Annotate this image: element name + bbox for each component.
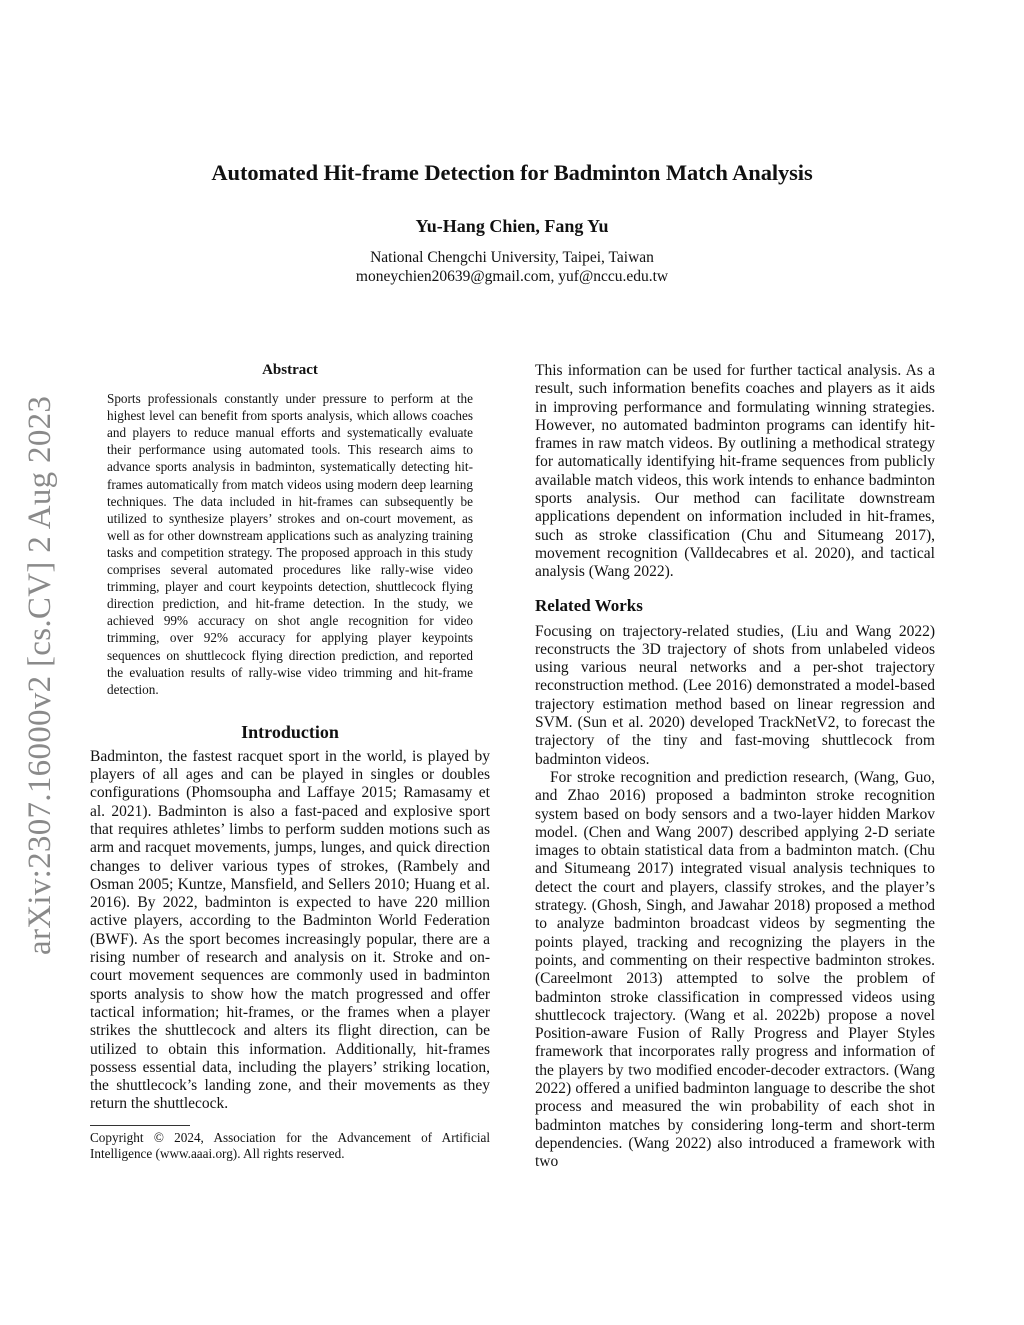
affiliation: National Chengchi University, Taipei, Taiwan [370,249,654,266]
introduction-paragraph: Badminton, the fastest racquet sport in the world, is played by players of all ages and can be played in singles or doubles configurations (Phomsoupha and Laffaye 2015; Ramasamy et al. 2021). Badminton is also a fast-paced and explosive sport that requires athletes’ limbs to perform sudden motions such as arm and racquet movements, jumps, lunges, and quick direction changes to deliver various types of strokes, (Rambely and Osman 2005; Kuntze, Mansfield, and Sellers 2010; Huang et al. 2016). By 2022, badminton is expected to have 220 million active players, according to the Badminton World Federation (BWF). As the sport becomes increasingly popular, there are a rising number of research and analysis on it. Stroke and on-court movement sequences are commonly used in badminton sports analysis to show how the match progressed and offer tactical information; hit-frames, or the frames when a player strikes the shuttlecock and alters its flight direction, can be utilized to obtain this information. Additionally, hit-frames possess essential data, including the players’ striking location, the shuttlecock’s landing zone, and their movements as they return the shuttlecock. [90,747,490,1113]
abstract-text: Sports professionals constantly under pressure to perform at the highest level can benefit from sports analysis, which allows coaches and players to reduce manual efforts and systematically evaluate their performance using automated tools. This research aims to advance sports analysis in badminton, systematically detecting hit-frames automatically from match videos using modern deep learning techniques. The data included in hit-frames can subsequently be utilized to synthesize players’ strokes and on-court movement, as well as for other downstream applications such as analyzing training tasks and competition strategy. The proposed approach in this study comprises several automated procedures like rally-wise video trimming, player and court keypoints detection, shuttlecock flying direction prediction, and hit-frame detection. In the study, we achieved 99% accuracy on shot angle recognition for video trimming, over 92% accuracy for applying player keypoints sequences on shuttlecock flying direction prediction, and reported the evaluation results of rally-wise video trimming and hit-frame detection. [107,391,473,697]
abstract-section [107,362,473,698]
introduction-heading: Introduction [241,721,339,742]
left-column [90,362,490,1163]
related-works-paragraph-2: For stroke recognition and prediction research, (Wang, Guo, and Zhao 2016) proposed a badminton stroke recognition system based on body sensors and a two-layer hidden Markov model. (Chen and Wang 2007) described applying 2-D seriate images to obtain statistical data from a badminton match. (Chu and Situmeang 2017) integrated visual analysis techniques to detect the court and players, classify strokes, and the player’s strategy. (Ghosh, Singh, and Jawahar 2018) proposed a method to analyze badminton broadcast videos by segmenting the points played, tracking and recognizing the players in the points, and commenting on their respective badminton strokes. (Careelmont 2013) attempted to solve the problem of badminton stroke classification in compressed videos using shuttlecock trajectory. (Wang et al. 2022b) propose a novel Position-aware Fusion of Rally Progress and Player Styles framework that incorporates rally progress and information of the players by two modified encoder-decoder extractors. (Wang 2022) offered a unified badminton language to describe the shot process and measured the win probability of each shot in badminton matches by considering long-term and short-term dependencies. (Wang 2022) also introduced a framework with two [535,768,935,1171]
right-column [535,362,935,1171]
related-works-heading: Related Works [535,595,643,615]
footnote-rule [90,1125,190,1126]
introduction-continued-paragraph: This information can be used for further tactical analysis. As a result, such information benefits coaches and players as it aids in improving performance and formulating winning strategies. However, no automated badminton programs can identify hit-frames in raw match videos. By outlining a methodical strategy for automatically identifying hit-frame sequences from publicly available match videos, this work intends to enhance badminton sports analysis. Our method can facilitate downstream applications dependent on information included in hit-frames, such as stroke classification (Chu and Situmeang 2017), movement recognition (Valldecabres et al. 2020), and tactical analysis (Wang 2022). [535,362,935,581]
copyright-footnote: Copyright © 2024, Association for the Advancement of Artificial Intelligence (www.aaai.org). All rights reserved. [90,1129,490,1162]
author-names: Yu-Hang Chien, Fang Yu [415,216,609,236]
paper-title: Automated Hit-frame Detection for Badminton Match Analysis [211,160,813,185]
abstract-heading: Abstract [262,362,318,378]
affiliation-block [0,248,1024,286]
arxiv-identifier-stamp: arXiv:2307.16000v2 [cs.CV] 2 Aug 2023 [22,395,58,955]
author-emails: moneychien20639@gmail.com, yuf@nccu.edu.tw [355,268,669,285]
related-works-paragraph-1: Focusing on trajectory-related studies, (Liu and Wang 2022) reconstructs the 3D trajectory of shots from unlabeled videos using various neural networks and a per-shot trajectory reconstruction method. (Lee 2016) demonstrated a model-based trajectory estimation method based on linear regression and SVM. (Sun et al. 2020) developed TrackNetV2, to forecast the trajectory of the tiny and fast-moving shuttlecock from badminton videos. [535,622,935,768]
